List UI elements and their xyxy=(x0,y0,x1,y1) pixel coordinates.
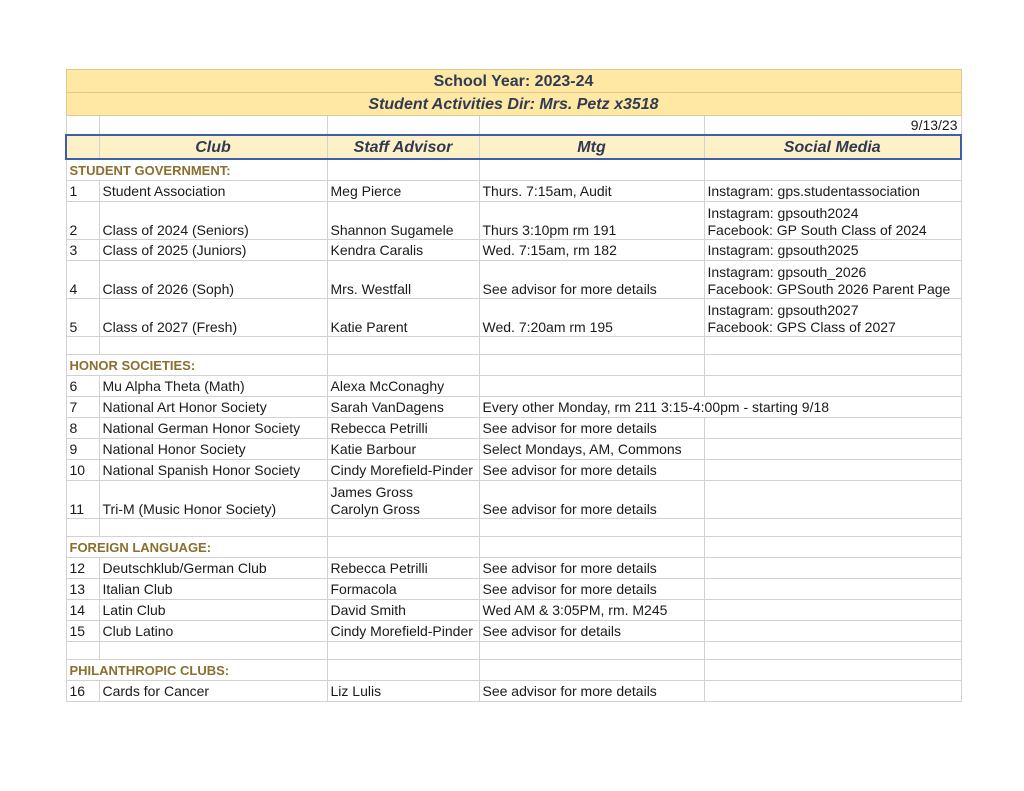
table-row xyxy=(66,181,961,202)
meeting-info: See advisor for more details xyxy=(479,460,704,481)
social-media: Instagram: gps.studentassociation xyxy=(704,181,961,202)
section-label-foreign-language: FOREIGN LANGUAGE: xyxy=(66,537,327,558)
advisor-name: Sarah VanDagens xyxy=(327,397,479,418)
section-row xyxy=(66,660,961,681)
section-row xyxy=(66,537,961,558)
club-name: Class of 2024 (Seniors) xyxy=(99,202,327,240)
row-number: 3 xyxy=(66,240,99,261)
advisor-name: Liz Lulis xyxy=(327,681,479,702)
meeting-info xyxy=(479,376,704,397)
table-row xyxy=(66,600,961,621)
meeting-info: See advisor for more details xyxy=(479,418,704,439)
social-media: Instagram: gpsouth2025 xyxy=(704,240,961,261)
table-row xyxy=(66,621,961,642)
meeting-info: See advisor for more details xyxy=(479,481,704,519)
clubs-table xyxy=(65,69,962,702)
advisor-name: Mrs. Westfall xyxy=(327,261,479,299)
club-name: Latin Club xyxy=(99,600,327,621)
date-cell: 9/13/23 xyxy=(704,116,961,136)
table-row xyxy=(66,681,961,702)
table-row xyxy=(66,460,961,481)
row-number: 1 xyxy=(66,181,99,202)
meeting-info: See advisor for more details xyxy=(479,681,704,702)
meeting-info: See advisor for more details xyxy=(479,558,704,579)
meeting-info: Select Mondays, AM, Commons xyxy=(479,439,704,460)
table-row xyxy=(66,376,961,397)
row-number: 14 xyxy=(66,600,99,621)
table-row xyxy=(66,481,961,519)
section-row xyxy=(66,159,961,181)
col-header-mtg: Mtg xyxy=(479,135,704,159)
meeting-info: Thurs 3:10pm rm 191 xyxy=(479,202,704,240)
table-row xyxy=(66,299,961,337)
row-number: 10 xyxy=(66,460,99,481)
director-subtitle: Student Activities Dir: Mrs. Petz x3518 xyxy=(66,93,961,116)
table-row xyxy=(66,579,961,600)
meeting-info: Wed. 7:15am, rm 182 xyxy=(479,240,704,261)
advisor-name: Kendra Caralis xyxy=(327,240,479,261)
row-number: 9 xyxy=(66,439,99,460)
row-number: 11 xyxy=(66,481,99,519)
table-row xyxy=(66,558,961,579)
club-name: National Art Honor Society xyxy=(99,397,327,418)
meeting-info: Wed. 7:20am rm 195 xyxy=(479,299,704,337)
spreadsheet xyxy=(65,69,960,702)
blank-row xyxy=(66,337,961,355)
blank-row xyxy=(66,642,961,660)
meeting-info: See advisor for more details xyxy=(479,579,704,600)
row-number: 5 xyxy=(66,299,99,337)
club-name: National Honor Society xyxy=(99,439,327,460)
table-row xyxy=(66,202,961,240)
advisor-name: David Smith xyxy=(327,600,479,621)
club-name: Class of 2025 (Juniors) xyxy=(99,240,327,261)
section-label-philanthropic: PHILANTHROPIC CLUBS: xyxy=(66,660,327,681)
club-name: Class of 2026 (Soph) xyxy=(99,261,327,299)
column-header-row xyxy=(66,135,961,159)
club-name: Class of 2027 (Fresh) xyxy=(99,299,327,337)
blank-row xyxy=(66,519,961,537)
advisor-name: Rebecca Petrilli xyxy=(327,418,479,439)
table-row xyxy=(66,397,961,418)
row-number: 15 xyxy=(66,621,99,642)
advisor-name: James Gross Carolyn Gross xyxy=(327,481,479,519)
advisor-name: Cindy Morefield-Pinder xyxy=(327,621,479,642)
row-number: 8 xyxy=(66,418,99,439)
advisor-name: Katie Barbour xyxy=(327,439,479,460)
table-row xyxy=(66,418,961,439)
club-name: Cards for Cancer xyxy=(99,681,327,702)
row-number: 4 xyxy=(66,261,99,299)
social-media: Instagram: gpsouth2024 Facebook: GP South Class of 2024 xyxy=(704,202,961,240)
meeting-info: See advisor for more details xyxy=(479,261,704,299)
club-name: Tri-M (Music Honor Society) xyxy=(99,481,327,519)
row-number: 7 xyxy=(66,397,99,418)
club-name: Italian Club xyxy=(99,579,327,600)
club-name: Deutschklub/German Club xyxy=(99,558,327,579)
advisor-name: Alexa McConaghy xyxy=(327,376,479,397)
row-number: 2 xyxy=(66,202,99,240)
social-media: Instagram: gpsouth2027 Facebook: GPS Class of 2027 xyxy=(704,299,961,337)
social-media: Instagram: gpsouth_2026 Facebook: GPSouth 2026 Parent Page xyxy=(704,261,961,299)
section-label-student-government: STUDENT GOVERNMENT: xyxy=(66,159,327,181)
col-header-num xyxy=(66,135,99,159)
club-name: National German Honor Society xyxy=(99,418,327,439)
table-row xyxy=(66,240,961,261)
advisor-name: Formacola xyxy=(327,579,479,600)
section-label-honor-societies: HONOR SOCIETIES: xyxy=(66,355,327,376)
club-name: Mu Alpha Theta (Math) xyxy=(99,376,327,397)
advisor-name: Cindy Morefield-Pinder xyxy=(327,460,479,481)
advisor-name: Rebecca Petrilli xyxy=(327,558,479,579)
club-name: Student Association xyxy=(99,181,327,202)
advisor-name: Katie Parent xyxy=(327,299,479,337)
advisor-name: Shannon Sugamele xyxy=(327,202,479,240)
row-number: 12 xyxy=(66,558,99,579)
meeting-info: Thurs. 7:15am, Audit xyxy=(479,181,704,202)
row-number: 6 xyxy=(66,376,99,397)
club-name: Club Latino xyxy=(99,621,327,642)
section-row xyxy=(66,355,961,376)
school-year-title: School Year: 2023-24 xyxy=(66,70,961,93)
meeting-info: Wed AM & 3:05PM, rm. M245 xyxy=(479,600,704,621)
row-number: 13 xyxy=(66,579,99,600)
advisor-name: Meg Pierce xyxy=(327,181,479,202)
col-header-social: Social Media xyxy=(704,135,961,159)
col-header-club: Club xyxy=(99,135,327,159)
table-row xyxy=(66,261,961,299)
table-row xyxy=(66,439,961,460)
meeting-info: See advisor for details xyxy=(479,621,704,642)
row-number: 16 xyxy=(66,681,99,702)
meeting-info: Every other Monday, rm 211 3:15-4:00pm - starting 9/18 xyxy=(479,397,961,418)
club-name: National Spanish Honor Society xyxy=(99,460,327,481)
col-header-advisor: Staff Advisor xyxy=(327,135,479,159)
